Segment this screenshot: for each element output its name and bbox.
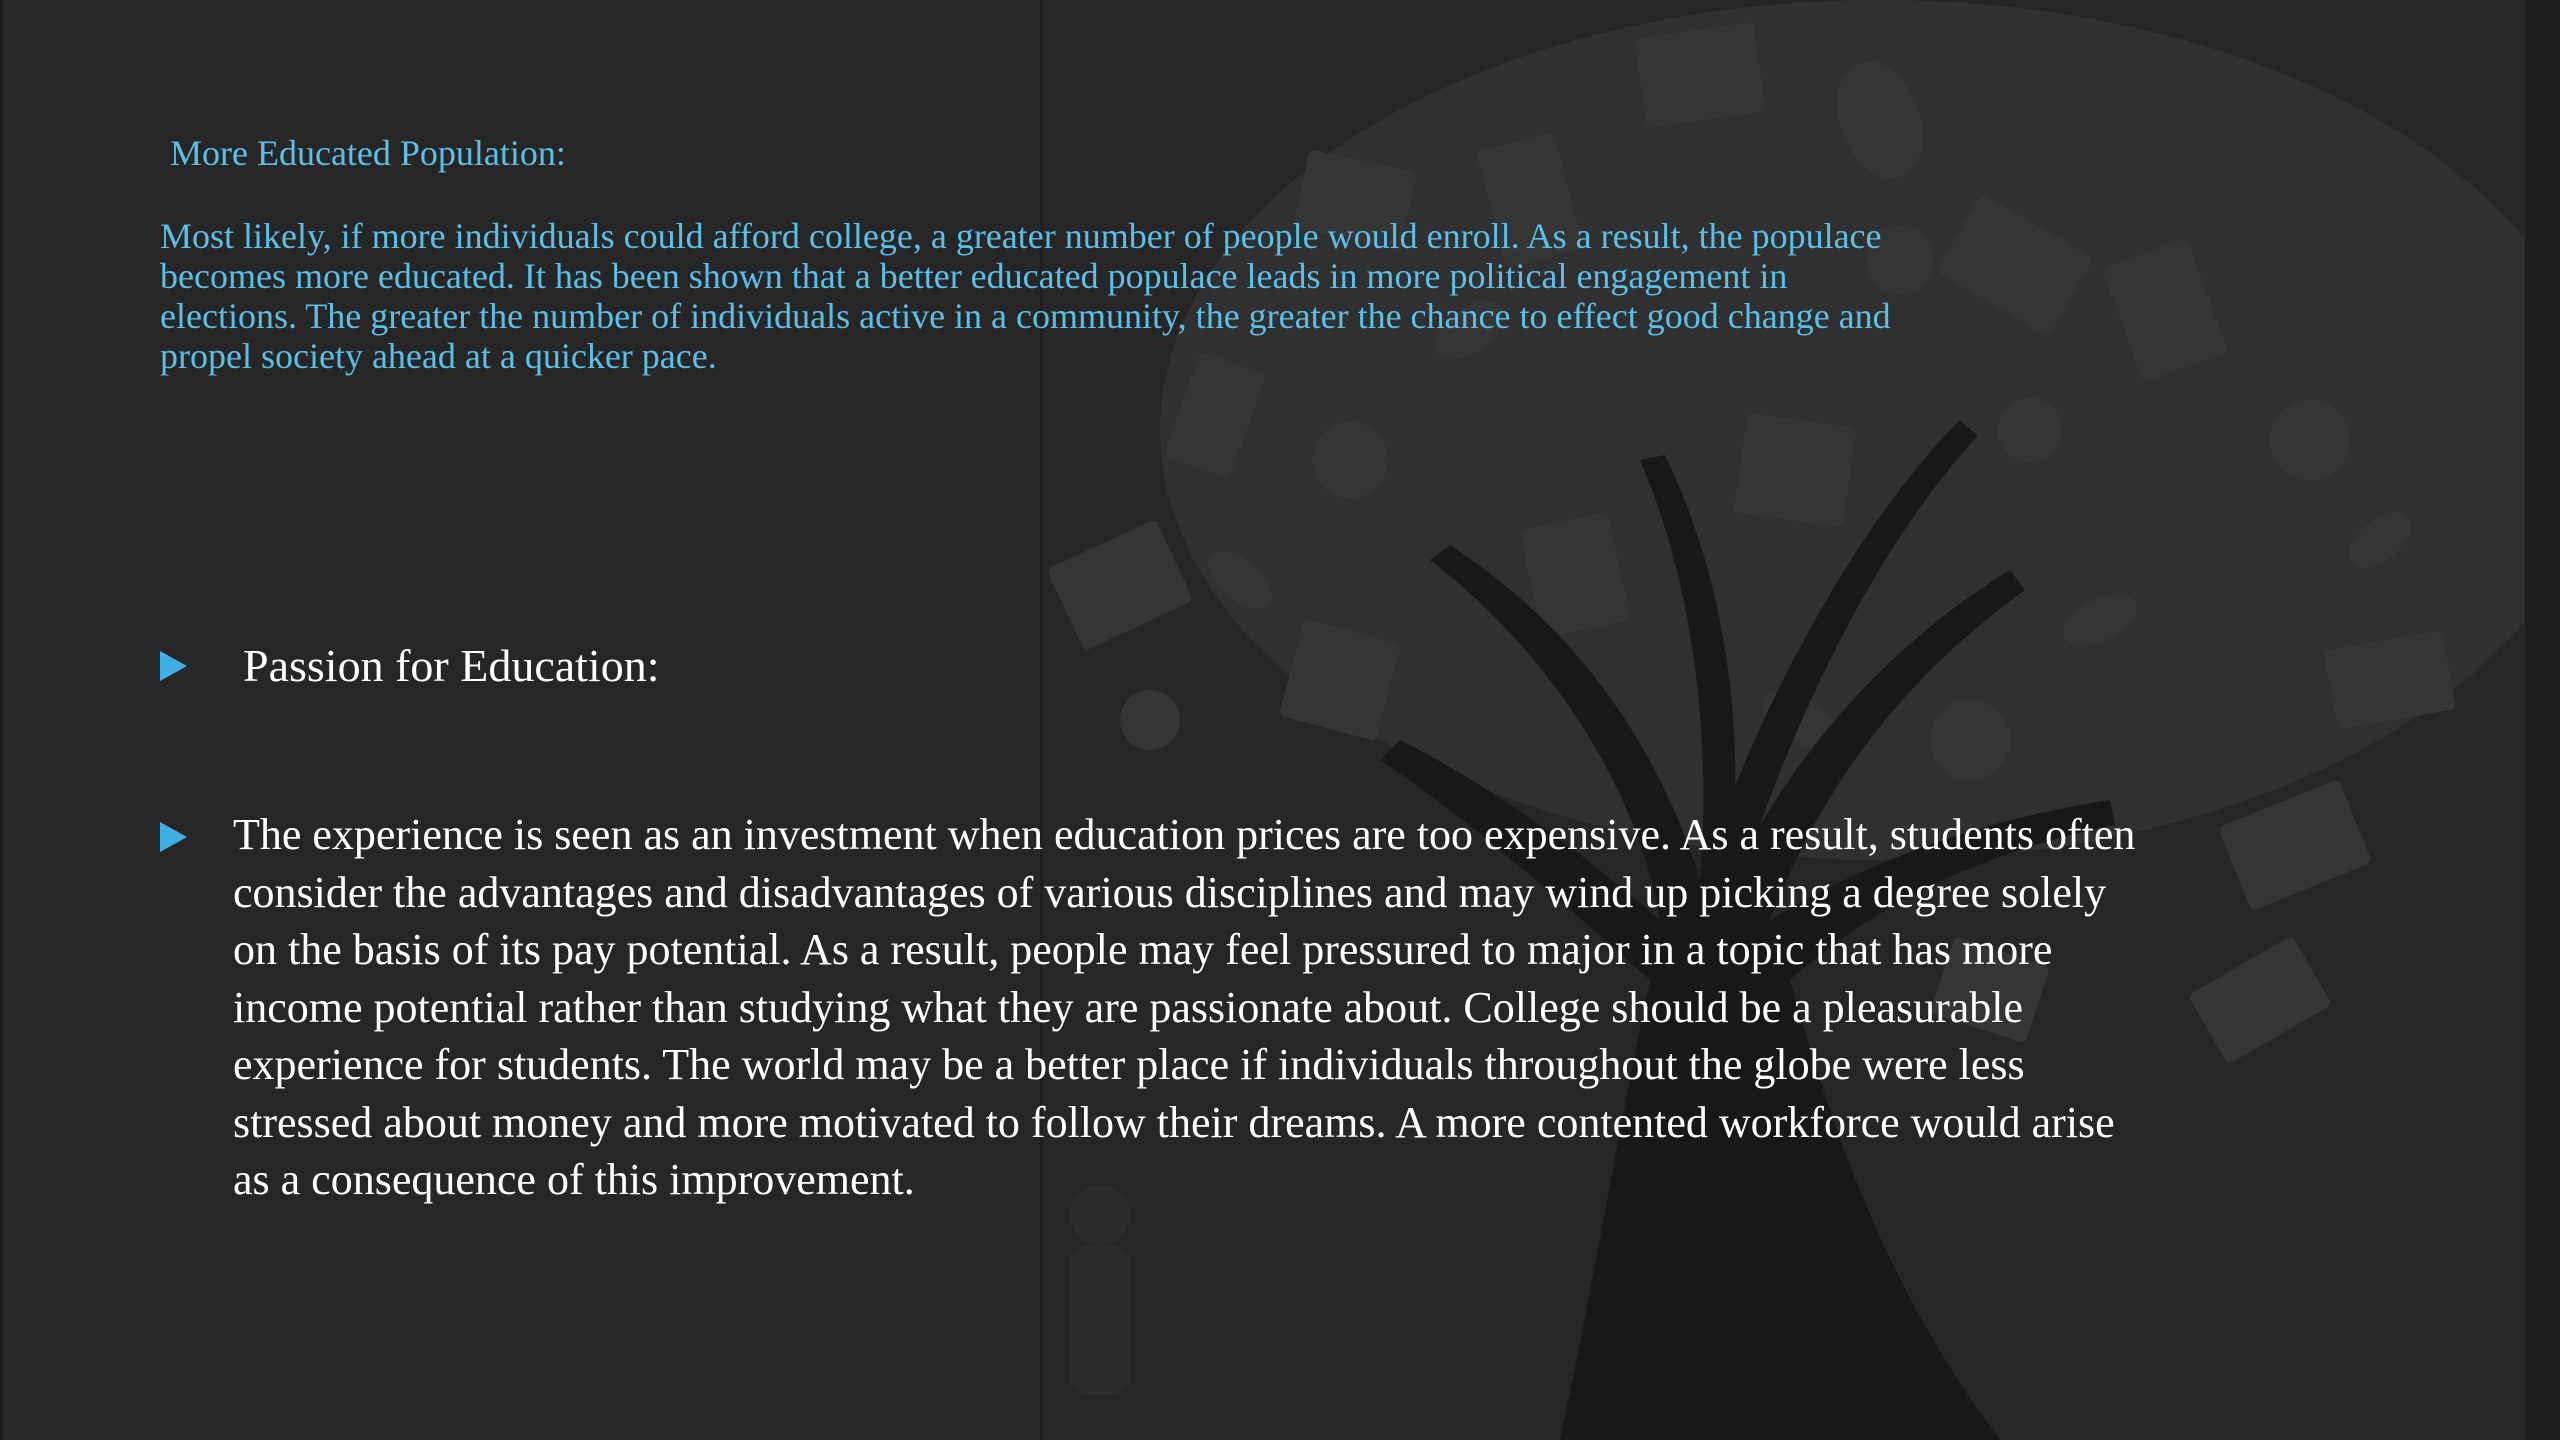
bullet-item-passion <box>160 637 660 695</box>
section-paragraph: Most likely, if more individuals could afford college, a greater number of people would enroll. As a result, the populace becomes more educated. It has been shown that a better educated populace leads in more political engagement in elections. The greater the number of individuals active in a community, the greater the chance to effect good change and propel society ahead at a quicker pace. <box>160 216 1891 376</box>
triangle-right-icon <box>160 651 187 681</box>
triangle-right-icon <box>160 822 187 852</box>
slide-left-edge <box>0 0 3 1440</box>
bullet-text: The experience is seen as an investment when education prices are too expensive. As a result, students often consider the advantages and disadvantages of various disciplines and may wind up picking a degree solely on the basis of its pay potential. As a result, people may feel pressured to major in a topic that has more income potential rather than studying what they are passionate about. College should be a pleasurable experience for students. The world may be a better place if individuals throughout the globe were less stressed about money and more motivated to follow their dreams. A more contented workforce would arise as a consequence of this improvement. <box>233 810 2136 1204</box>
slide-right-edge <box>2525 0 2560 1440</box>
bullet-item-investment <box>160 806 2153 1209</box>
section-heading: More Educated Population: <box>170 133 566 173</box>
bullet-text: Passion for Education: <box>243 640 660 691</box>
